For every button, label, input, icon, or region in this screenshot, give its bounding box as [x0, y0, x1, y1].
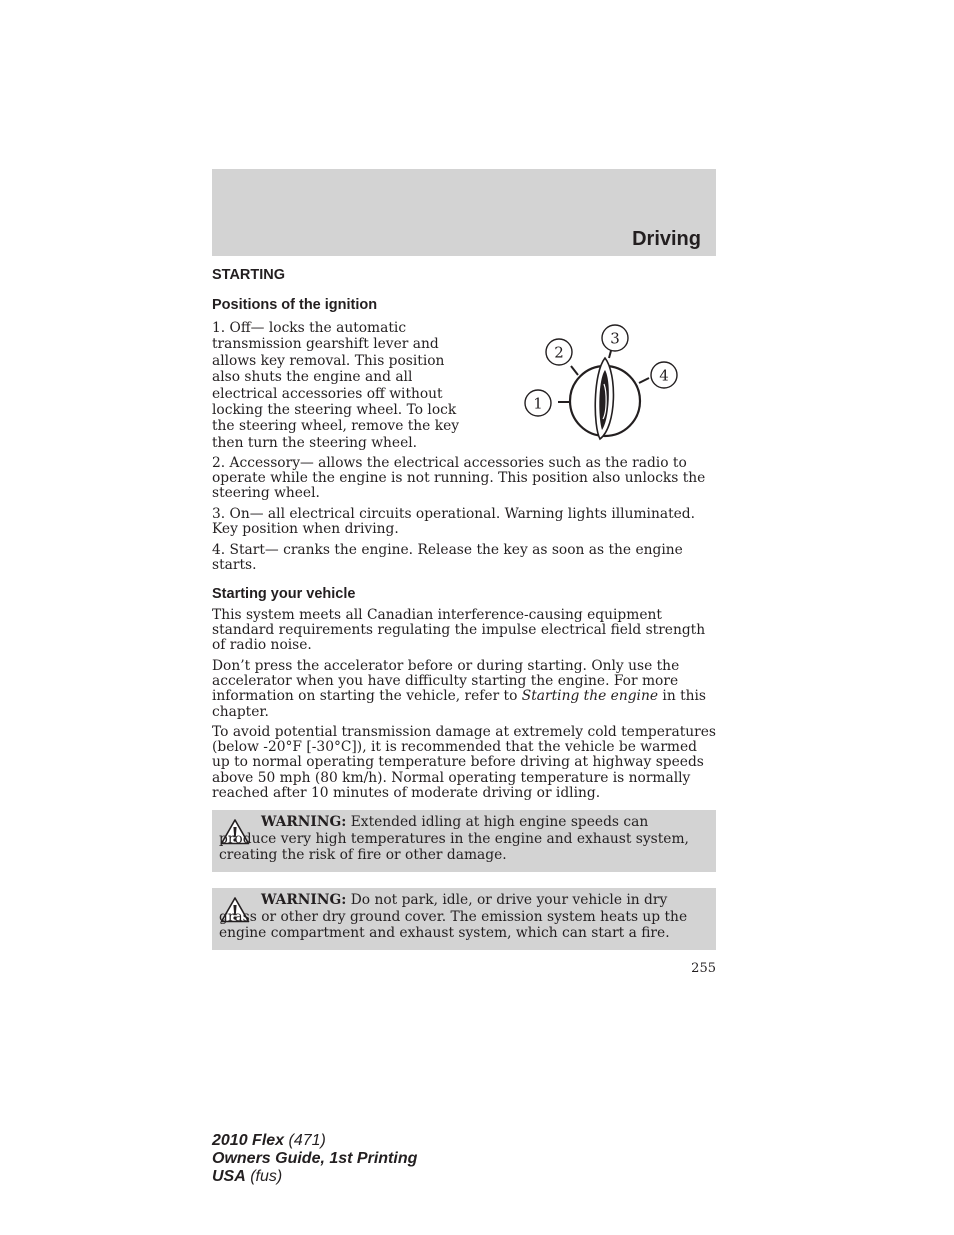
paragraph-accelerator-text: Don’t press the accelerator before or during starting. Only use the accelerator when you have difficulty starting the engine. For more information on starting the vehicle, refer to	[212, 658, 680, 705]
cross-reference-starting-the-engine: Starting the engine	[521, 688, 659, 705]
page-number: 255	[691, 961, 716, 976]
section-header-band	[212, 169, 716, 256]
footer-market: USA	[212, 1168, 246, 1185]
footer-line-model	[212, 1132, 417, 1150]
paragraph-canadian-interference: This system meets all Canadian interference-causing equipment standard requirements regulating the impulse electrical field strength of radio noise.	[212, 607, 706, 654]
paragraph-cold-temperatures: To avoid potential transmission damage at extremely cold temperatures (below -20°F [-30°C]), it is recommended that the vehicle be warmed up to normal operating temperature before driving at highway speeds above 50 mph (80 km/h). Normal operating temperature is normally reached after 10 minutes of moderate driving or idling.	[212, 724, 717, 801]
ignition-item-on: 3. On— all electrical circuits operational. Warning lights illuminated. Key position when driving.	[212, 506, 696, 538]
warning-label: WARNING:	[261, 814, 347, 830]
footer-line-guide: Owners Guide, 1st Printing	[212, 1150, 418, 1167]
ignition-item-off: 1. Off— locks the automatic transmission gearshift lever and allows key removal. This position also shuts the engine and all electrical accessories off without locking the steering wheel. To lock the steering wheel, remove the key then turn the steering wheel.	[212, 320, 460, 451]
position-tick-2	[571, 366, 578, 375]
warning-label: WARNING:	[261, 892, 347, 908]
heading-positions-of-ignition: Positions of the ignition	[212, 297, 378, 313]
warning-body: Do not park, idle, or drive your vehicle in dry grass or other dry ground cover. The emission system heats up the engine compartment and exhaust system, which can start a fire.	[219, 892, 688, 941]
heading-starting: STARTING	[212, 267, 286, 283]
warning-text-idling	[219, 814, 707, 864]
footer-model: 2010 Flex	[212, 1132, 285, 1149]
footer-market-code: (fus)	[245, 1168, 283, 1185]
heading-starting-your-vehicle: Starting your vehicle	[212, 586, 356, 602]
ignition-item-start: 4. Start— cranks the engine. Release the key as soon as the engine starts.	[212, 542, 683, 574]
paragraph-accelerator-text-end: in this chapter.	[212, 688, 707, 720]
ignition-item-accessory: 2. Accessory— allows the electrical accessories such as the radio to operate while the engine is not running. This position also unlocks the steering wheel.	[212, 455, 706, 502]
warning-body: Extended idling at high engine speeds can produce very high temperatures in the engine and exhaust system, creating the risk of fire or other damage.	[219, 814, 689, 863]
warning-box-dry-grass	[212, 888, 716, 950]
document-footer	[212, 1132, 417, 1186]
paragraph-accelerator	[212, 659, 716, 720]
position-label-2: 2	[554, 343, 564, 362]
position-label-3: 3	[610, 329, 620, 348]
position-label-1: 1	[533, 394, 543, 413]
warning-box-idling	[212, 810, 716, 872]
warning-text-dry-grass	[219, 892, 707, 942]
footer-model-code: (471)	[284, 1132, 326, 1149]
position-label-4: 4	[659, 366, 669, 385]
position-tick-4	[639, 378, 649, 383]
ignition-positions-diagram	[518, 318, 688, 446]
section-title: Driving	[632, 228, 701, 250]
footer-line-market	[212, 1168, 417, 1186]
